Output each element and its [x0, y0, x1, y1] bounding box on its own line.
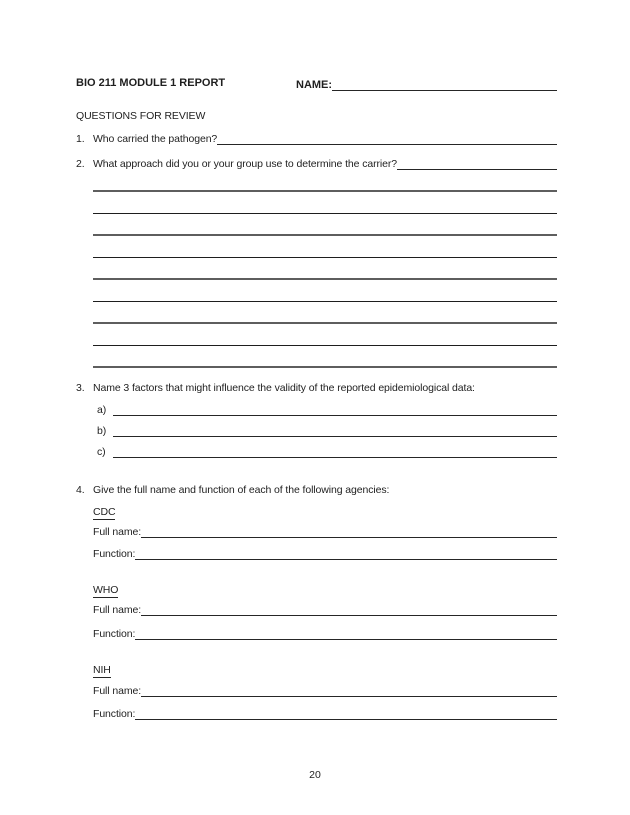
who-function-field: [93, 616, 557, 640]
question-3-item-c: [97, 437, 557, 458]
question-1-number: 1.: [76, 133, 85, 145]
name-field: [296, 77, 557, 91]
agency-name-cdc-text: CDC: [93, 506, 116, 518]
answer-line: [93, 214, 557, 236]
agency-block-cdc: [93, 506, 557, 560]
question-3-text: Name 3 factors that might influence the validity of the reported epidemiological data:: [93, 382, 475, 394]
question-1: [76, 132, 557, 145]
answer-line: [93, 346, 557, 368]
question-3: [76, 382, 557, 395]
nih-function-blank-line: [135, 697, 557, 720]
name-blank-line: [332, 77, 557, 91]
question-2-text: What approach did you or your group use to determine the carrier?: [93, 158, 398, 170]
page-content: [76, 0, 557, 720]
answer-line: [93, 280, 557, 302]
section-heading: QUESTIONS FOR REVIEW: [76, 110, 206, 122]
item-b-label: b): [97, 425, 107, 437]
item-a-blank-line: [113, 395, 557, 416]
item-a-label: a): [97, 404, 107, 416]
agency-name-who: [93, 584, 557, 597]
nih-full-name-field: [93, 677, 557, 697]
question-2: [76, 157, 557, 170]
question-2-number: 2.: [76, 158, 85, 170]
answer-line: [93, 192, 557, 214]
question-1-text: Who carried the pathogen?: [93, 133, 218, 145]
agency-block-who: [93, 584, 557, 640]
cdc-function-label: Function:: [93, 548, 136, 560]
who-function-blank-line: [135, 616, 557, 640]
question-3-item-a: [97, 395, 557, 416]
question-1-blank-line: [217, 132, 557, 145]
cdc-full-name-field: [93, 519, 557, 538]
name-label: NAME:: [296, 79, 333, 91]
agency-name-cdc: [93, 506, 557, 519]
nih-full-name-blank-line: [141, 677, 557, 697]
question-4: [76, 484, 557, 497]
item-c-label: c): [97, 446, 106, 458]
agency-name-who-text: WHO: [93, 584, 119, 596]
answer-lines: [93, 170, 557, 368]
nih-function-label: Function:: [93, 708, 136, 720]
answer-line: [93, 170, 557, 192]
nih-full-name-label: Full name:: [93, 685, 142, 697]
question-3-number: 3.: [76, 382, 85, 394]
answer-line: [93, 236, 557, 258]
document-header: [76, 77, 557, 91]
cdc-full-name-label: Full name:: [93, 526, 142, 538]
cdc-function-field: [93, 538, 557, 560]
item-c-blank-line: [113, 437, 557, 458]
cdc-function-blank-line: [135, 538, 557, 560]
item-b-blank-line: [113, 416, 557, 437]
answer-line: [93, 302, 557, 324]
document-title: BIO 211 MODULE 1 REPORT: [76, 77, 226, 89]
question-2-blank-line: [397, 157, 557, 170]
nih-function-field: [93, 697, 557, 720]
agency-block-nih: [93, 664, 557, 720]
question-4-text: Give the full name and function of each of the following agencies:: [93, 484, 390, 496]
question-3-item-b: [97, 416, 557, 437]
answer-line: [93, 258, 557, 280]
answer-line: [93, 324, 557, 346]
who-function-label: Function:: [93, 628, 136, 640]
who-full-name-blank-line: [141, 597, 557, 616]
who-full-name-label: Full name:: [93, 604, 142, 616]
cdc-full-name-blank-line: [141, 519, 557, 538]
agency-name-nih: [93, 664, 557, 677]
question-4-number: 4.: [76, 484, 85, 496]
page-number: 20: [309, 769, 321, 781]
agency-name-nih-text: NIH: [93, 664, 111, 676]
who-full-name-field: [93, 597, 557, 616]
